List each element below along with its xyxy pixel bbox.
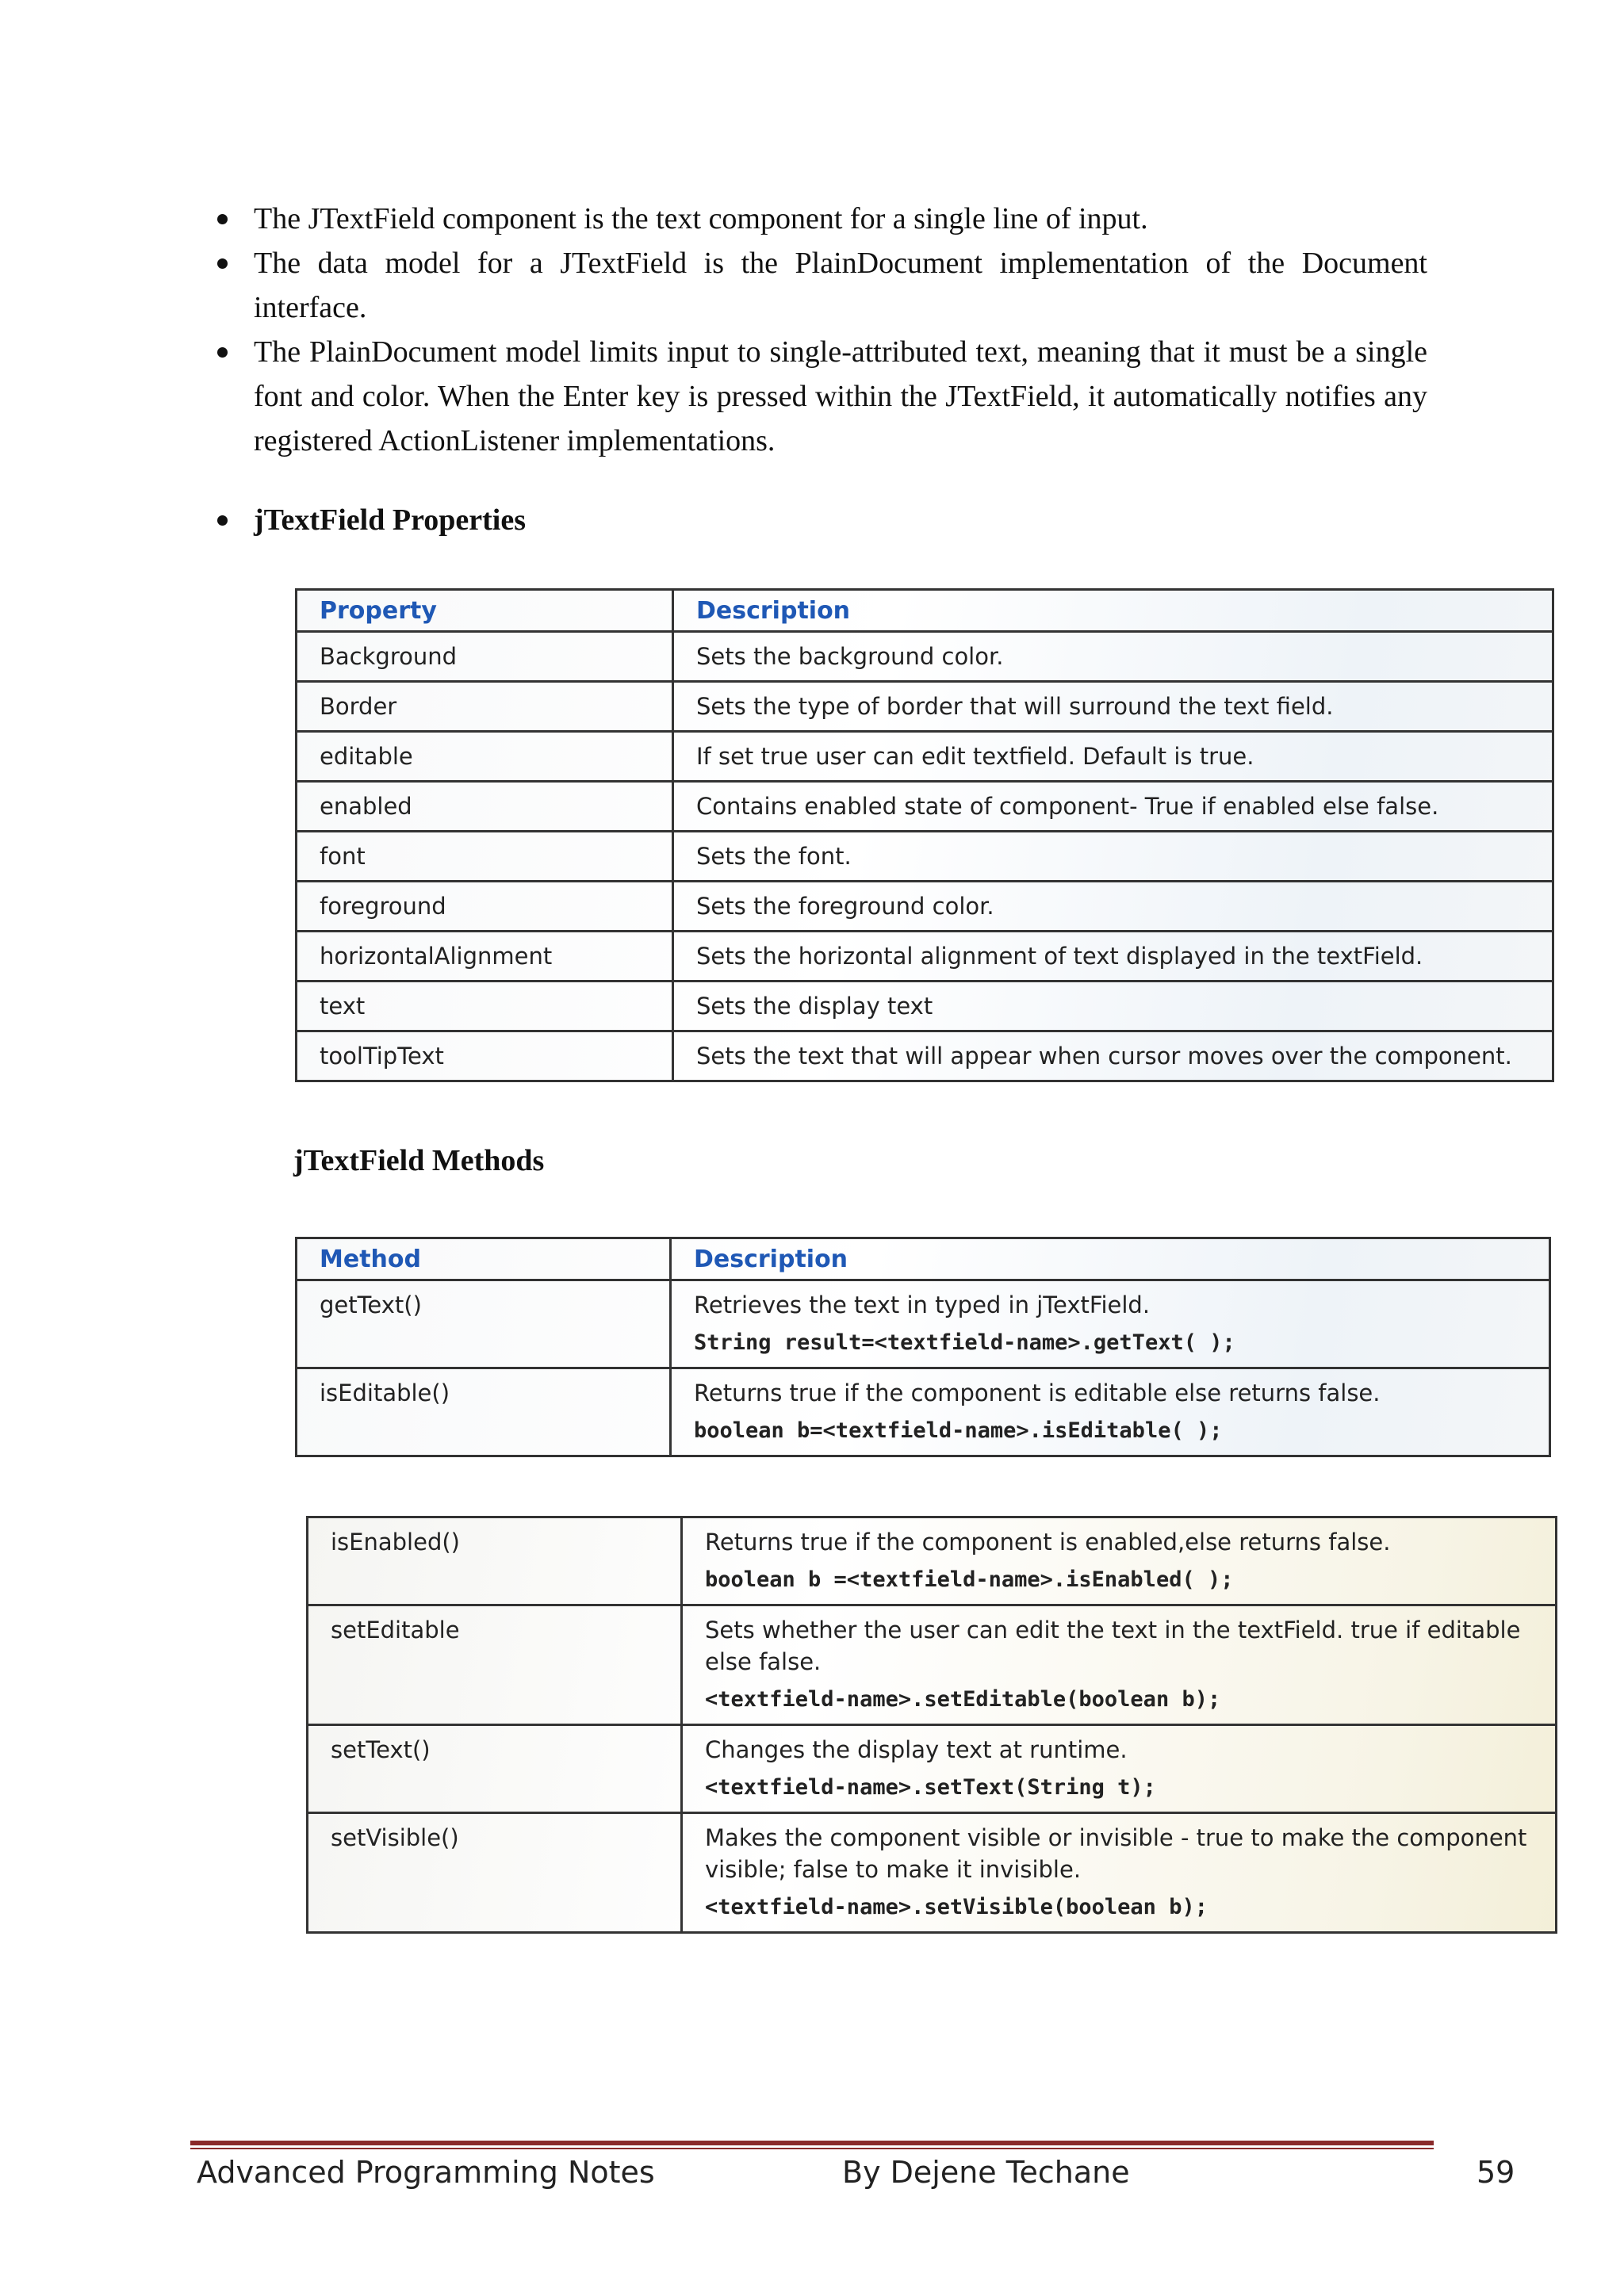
column-header: Description (673, 590, 1553, 632)
method-code: String result=<textfield-name>.getText( ); (694, 1330, 1235, 1355)
table-row (297, 982, 1553, 1031)
property-name: text (297, 982, 673, 1031)
method-name: getText() (297, 1280, 671, 1368)
method-description (682, 1605, 1557, 1725)
properties-table-image (295, 588, 1554, 1082)
bullet-list (254, 197, 1427, 542)
method-name: isEnabled() (308, 1517, 682, 1605)
column-header: Method (297, 1238, 671, 1280)
table-row (308, 1605, 1557, 1725)
method-name: setText() (308, 1725, 682, 1813)
method-name: setEditable (308, 1605, 682, 1725)
method-description (671, 1368, 1550, 1456)
property-name: toolTipText (297, 1031, 673, 1081)
table-row (297, 1031, 1553, 1081)
table-row (297, 1280, 1550, 1368)
footer-author: By Dejene Techane (842, 2155, 1130, 2190)
method-name: isEditable() (297, 1368, 671, 1456)
method-desc-text: Returns true if the component is editable else returns false. (694, 1380, 1381, 1406)
methods-table-2 (306, 1516, 1557, 1934)
property-name: horizontalAlignment (297, 932, 673, 982)
bullet-item: The PlainDocument model limits input to single-attributed text, meaning that it must be a single font and color. When the Enter key is pressed within the JTextField, it automatically notifies any registered ActionListener implementations. (254, 330, 1427, 463)
property-description: Sets the display text (673, 982, 1553, 1031)
table-row (297, 882, 1553, 932)
property-description: Sets the background color. (673, 632, 1553, 682)
bullet-item: The data model for a JTextField is the PlainDocument implementation of the Document interface. (254, 241, 1427, 330)
property-name: editable (297, 732, 673, 782)
method-description (671, 1280, 1550, 1368)
property-name: Border (297, 682, 673, 732)
method-description (682, 1813, 1557, 1933)
footer-rule (190, 2141, 1434, 2145)
method-code: boolean b =<textfield-name>.isEnabled( ); (705, 1567, 1234, 1592)
property-description: Sets the foreground color. (673, 882, 1553, 932)
section-heading-methods: jTextField Methods (293, 1144, 545, 1177)
methods-table-image-2 (306, 1516, 1557, 1934)
footer-rule-thin (190, 2148, 1434, 2149)
table-row (308, 1725, 1557, 1813)
bullet-item: The JTextField component is the text component for a single line of input. (254, 197, 1427, 241)
property-name: Background (297, 632, 673, 682)
property-description: Sets the font. (673, 832, 1553, 882)
method-desc-text: Sets whether the user can edit the text in the textField. true if editable else false. (705, 1617, 1521, 1675)
method-description (682, 1725, 1557, 1813)
property-name: enabled (297, 782, 673, 832)
column-header: Property (297, 590, 673, 632)
property-name: foreground (297, 882, 673, 932)
method-name: setVisible() (308, 1813, 682, 1933)
property-description: Contains enabled state of component- True if enabled else false. (673, 782, 1553, 832)
property-description: If set true user can edit textfield. Default is true. (673, 732, 1553, 782)
methods-table-1 (295, 1237, 1551, 1457)
table-row (297, 832, 1553, 882)
table-row (308, 1813, 1557, 1933)
table-row (297, 682, 1553, 732)
method-desc-text: Makes the component visible or invisible - true to make the component visible; false to make it invisible. (705, 1824, 1527, 1883)
table-row (297, 1368, 1550, 1456)
method-code: <textfield-name>.setEditable(boolean b); (705, 1687, 1221, 1712)
table-row (297, 932, 1553, 982)
table-header-row (297, 1238, 1550, 1280)
method-code: boolean b=<textfield-name>.isEditable( ); (694, 1418, 1223, 1443)
method-code: <textfield-name>.setText(String t); (705, 1775, 1156, 1800)
method-desc-text: Changes the display text at runtime. (705, 1736, 1128, 1763)
property-description: Sets the type of border that will surround the text field. (673, 682, 1553, 732)
properties-table (295, 588, 1554, 1082)
methods-table-image-1 (295, 1237, 1551, 1457)
method-desc-text: Retrieves the text in typed in jTextField. (694, 1292, 1151, 1318)
table-header-row (297, 590, 1553, 632)
table-row (297, 782, 1553, 832)
property-name: font (297, 832, 673, 882)
method-code: <textfield-name>.setVisible(boolean b); (705, 1895, 1208, 1919)
method-description (682, 1517, 1557, 1605)
footer-left: Advanced Programming Notes (197, 2155, 655, 2190)
property-description: Sets the text that will appear when cursor moves over the component. (673, 1031, 1553, 1081)
property-description: Sets the horizontal alignment of text displayed in the textField. (673, 932, 1553, 982)
method-desc-text: Returns true if the component is enabled,else returns false. (705, 1529, 1391, 1556)
table-row (308, 1517, 1557, 1605)
page-number: 59 (1477, 2155, 1515, 2190)
column-header: Description (671, 1238, 1550, 1280)
section-heading-properties: jTextField Properties (254, 498, 1427, 542)
table-row (297, 632, 1553, 682)
table-row (297, 732, 1553, 782)
